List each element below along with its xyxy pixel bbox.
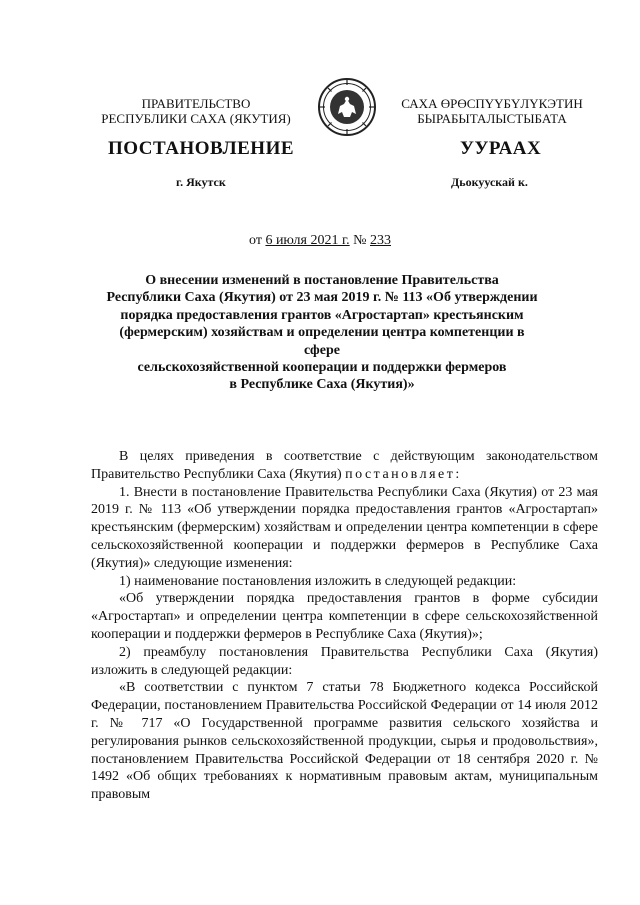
- header-left-line1: ПРАВИТЕЛЬСТВО: [141, 96, 251, 111]
- header-left-line2: РЕСПУБЛИКИ САХА (ЯКУТИЯ): [101, 111, 291, 126]
- preamble-text: В целях приведения в соответствие с действующим законодательством Правительство Республики Саха (Якутия): [91, 449, 598, 482]
- paragraph-item-1-1: 1) наименование постановления изложить в следующей редакции:: [119, 573, 517, 589]
- paragraph-preamble: [91, 448, 598, 484]
- paragraph-quote-2: «В соответствии с пунктом 7 статьи 78 Бюджетного кодекса Российской Федерации, постановлением Правительства Российской Федерации от 14 июля 2012 г. № 717 «О Государственной программе развития сельского хозяйства и регулирования рынков сельскохозяйственной продукции, сырья и продовольствия», постановлением Правительства Российской Федерации от 18 сентября 2020 г. № 1492 «Об общих требованиях к нормативным правовым актам, муниципальным правовым: [91, 680, 598, 803]
- paragraph-quote-1: «Об утверждении порядка предоставления грантов в форме субсидии «Агростартап» и определении центра компетенции в сфере сельскохозяйственной кооперации и поддержки фермеров в Республике Саха (Якутия)»;: [91, 591, 598, 642]
- date-number-line: [0, 233, 640, 249]
- number-sign: №: [349, 233, 370, 248]
- document-date: 6 июля 2021 г.: [265, 233, 350, 248]
- document-title: [102, 272, 542, 394]
- doc-type-ru: ПОСТАНОВЛЕНИЕ: [108, 138, 295, 159]
- title-line: порядка предоставления грантов «Агростартап» крестьянским: [120, 307, 524, 323]
- paragraph-item-1: 1. Внести в постановление Правительства Республики Саха (Якутия) от 23 мая 2019 г. № 113 «Об утверждении порядка предоставления грантов «Агростартап» крестьянским (фермерским) хозяйствам и определении центра компетенции в сфере сельскохозяйственной кооперации и поддержки фермеров в Республике Саха (Якутия)» следующие изменения:: [91, 484, 598, 571]
- title-line: О внесении изменений в постановление Правительства: [145, 273, 499, 288]
- city-ru: г. Якутск: [176, 175, 226, 189]
- document-body: [91, 448, 598, 804]
- title-line: в Республике Саха (Якутия)»: [229, 377, 415, 393]
- header-right-line1: САХА ӨРӨСПҮҮБҮЛҮКЭТИН: [401, 96, 583, 111]
- title-line: (фермерским) хозяйствам и определении центра компетенции в сфере: [119, 325, 525, 358]
- document-number: 233: [370, 233, 391, 248]
- paragraph-item-1-2: 2) преамбулу постановления Правительства Республики Саха (Якутия) изложить в следующей редакции:: [91, 644, 598, 678]
- header-left: [96, 96, 296, 126]
- doc-type-sakha: УУРААХ: [460, 138, 542, 159]
- header-right: [392, 96, 592, 126]
- header-right-line2: БЫРАБЫТАЛЫСТЫБАТА: [417, 111, 567, 126]
- title-line: Республики Саха (Якутия) от 23 мая 2019 г. № 113 «Об утверждении: [106, 290, 538, 306]
- title-line: сельскохозяйственной кооперации и поддержки фермеров: [137, 360, 507, 376]
- date-prefix: от: [249, 233, 266, 248]
- decree-word: постановляет: [345, 466, 456, 482]
- preamble-end: :: [455, 466, 460, 482]
- city-sakha: Дьокуускай к.: [451, 175, 528, 189]
- republic-emblem-icon: [317, 77, 377, 137]
